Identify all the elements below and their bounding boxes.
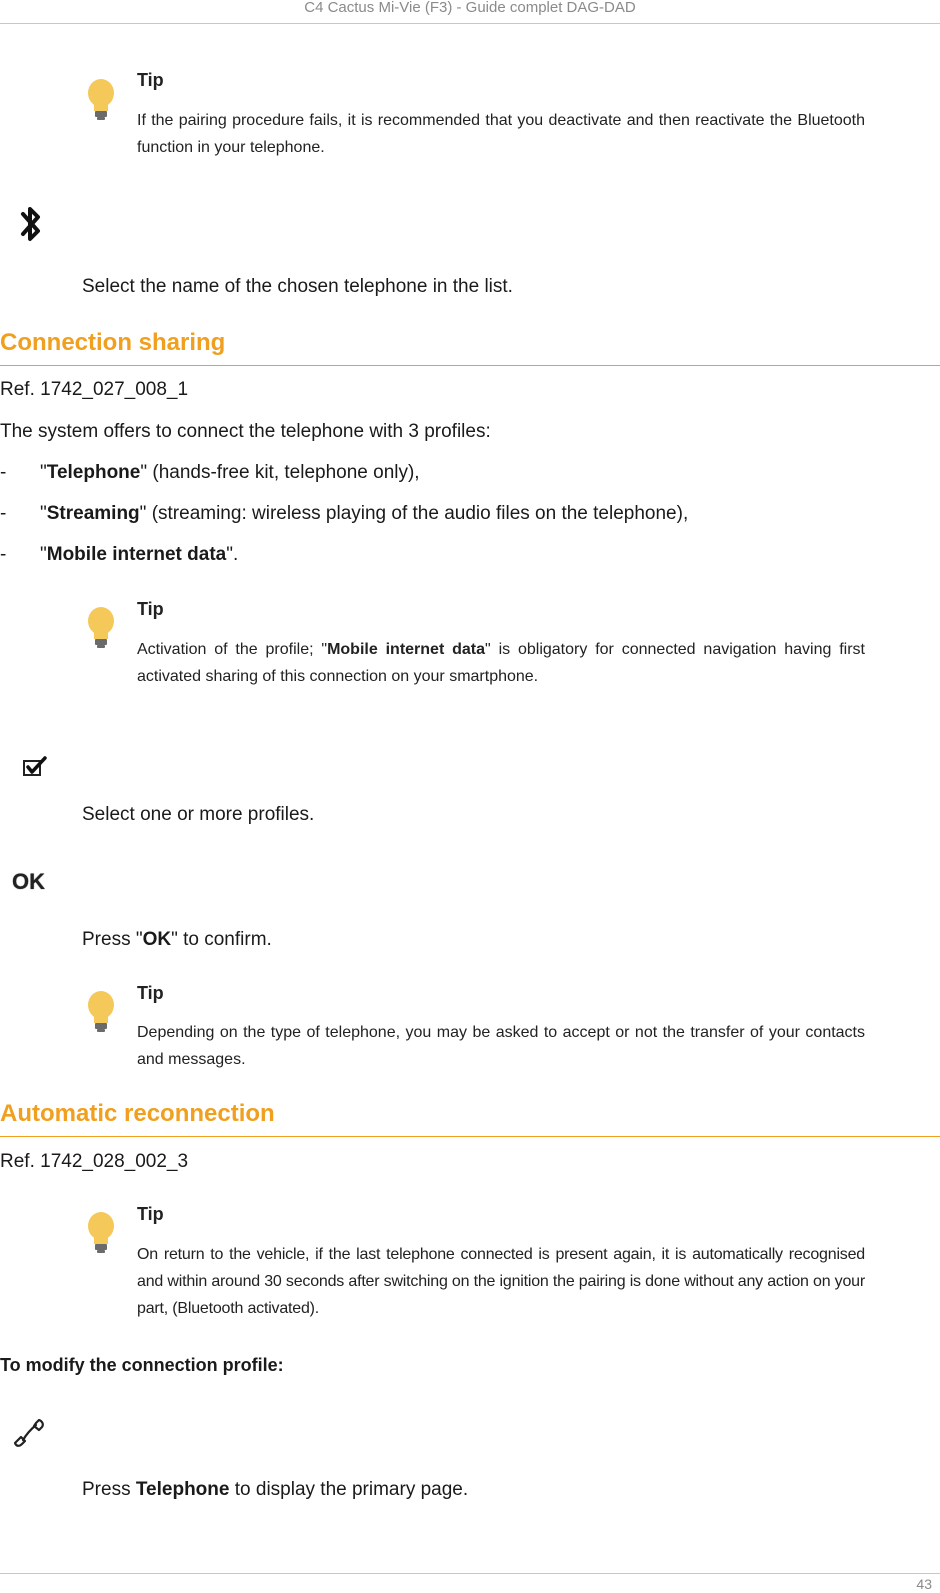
ok-icon: OK [12, 869, 45, 894]
checkbox-icon [22, 756, 48, 778]
list-item: "Mobile internet data". [40, 544, 239, 565]
lightbulb-icon [88, 607, 114, 651]
section-title: Connection sharing [0, 329, 940, 366]
reference-text: Ref. 1742_028_002_3 [0, 1151, 189, 1172]
bullet-dash: - [0, 503, 7, 524]
section-title: Automatic reconnection [0, 1100, 940, 1137]
tip-text: If the pairing procedure fails, it is recommended that you deactivate and then reactivate the Bluetooth function in your telephone. [137, 112, 865, 156]
bluetooth-icon [20, 203, 42, 245]
list-item: "Streaming" (streaming: wireless playing of the audio files on the telephone), [40, 503, 689, 524]
tip-text: Activation of the profile; "Mobile internet data" is obligatory for connected navigation having first activated sharing of this connection on your smartphone. [137, 641, 866, 685]
telephone-icon [12, 1416, 46, 1450]
tip-title: Tip [137, 1204, 164, 1224]
instruction-text: Select the name of the chosen telephone in the list. [82, 276, 513, 297]
tip-text: Depending on the type of telephone, you may be asked to accept or not the transfer of your contacts and messages. [137, 1024, 865, 1068]
tip-title: Tip [137, 70, 164, 90]
reference-text: Ref. 1742_027_008_1 [0, 379, 189, 400]
page-number: 43 [916, 1576, 932, 1592]
tip-text: On return to the vehicle, if the last telephone connected is present again, it is automatically recognised and within around 30 seconds after switching on the ignition the pairing is done without any action on your part, (Bluetooth activated). [137, 1246, 865, 1317]
paragraph-text: The system offers to connect the telephone with 3 profiles: [0, 421, 491, 442]
lightbulb-icon [88, 1212, 114, 1256]
subheading: To modify the connection profile: [0, 1355, 284, 1375]
tip-title: Tip [137, 983, 164, 1003]
lightbulb-icon [88, 991, 114, 1035]
instruction-text: Press Telephone to display the primary page. [82, 1479, 469, 1500]
page-header [0, 0, 940, 24]
footer-divider [0, 1573, 940, 1574]
tip-title: Tip [137, 599, 164, 619]
document-title: C4 Cactus Mi-Vie (F3) - Guide complet DAG-DAD [304, 0, 636, 16]
lightbulb-icon [88, 79, 114, 123]
instruction-text: Select one or more profiles. [82, 804, 315, 825]
instruction-text: Press "OK" to confirm. [82, 929, 272, 950]
bullet-dash: - [0, 462, 7, 483]
list-item: "Telephone" (hands-free kit, telephone only), [40, 462, 420, 483]
bullet-dash: - [0, 544, 7, 565]
